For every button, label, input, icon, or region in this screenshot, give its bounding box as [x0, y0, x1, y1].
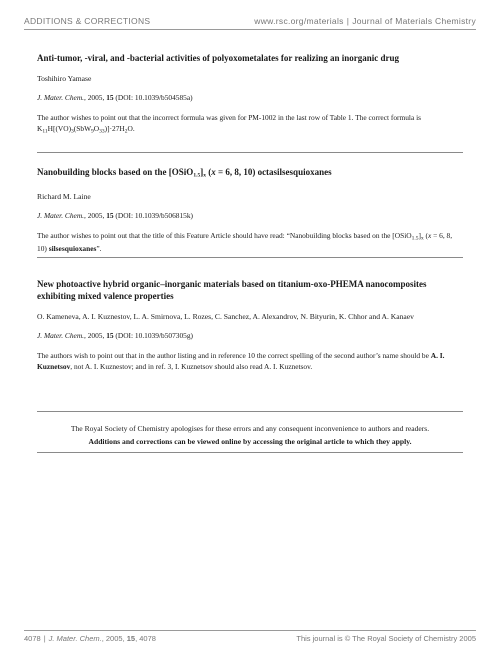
copyright-notice: This journal is © The Royal Society of Chemistry 2005 [296, 634, 476, 643]
page-number: 4078 [24, 634, 41, 643]
header-divider [24, 29, 476, 30]
correction-article-1 [37, 52, 463, 137]
article-citation: J. Mater. Chem., 2005, 15 (DOI: 10.1039/b507305g) [37, 331, 194, 340]
correction-article-2 [37, 166, 463, 254]
closing-divider [37, 452, 463, 453]
section-label: ADDITIONS & CORRECTIONS [24, 16, 151, 26]
correction-text: The author wishes to point out that the incorrect formula was given for PM-1002 in the last row of Table 1. The correct formula is $K_{11}H[(VO)_3(SbW_9O_{33})]\cdot 27H_2O$. [37, 113, 422, 134]
correction-text: The authors wish to point out that in the author listing and in reference 10 the correct spelling of the second author’s name should be A. I. Kuznetsov, not A. I. Kuznestov; and in ref. 3, I. Kuznetsov should also read A. I. Kuznetsov. [37, 351, 445, 371]
article-divider [37, 152, 463, 153]
article-citation: J. Mater. Chem., 2005, 15 (DOI: 10.1039/b504585a) [37, 93, 193, 102]
correction-text: The author wishes to point out that the title of this Feature Article should have read: “Nanobuilding blocks based on the $[OSiO_{1.5}]_x$ (x = 6, 8, 10) silsesquioxanes”. [37, 230, 453, 253]
apology-text: The Royal Society of Chemistry apologises for these errors and any consequent inconvenience to authors and readers. [70, 424, 430, 433]
journal-url[interactable]: www.rsc.org/materials [254, 16, 344, 26]
article-divider [37, 257, 463, 258]
page-header [24, 16, 476, 30]
article-doi[interactable]: (DOI: 10.1039/b504585a) [113, 93, 193, 102]
header-separator: | [346, 16, 350, 26]
article-title: Nanobuilding blocks based on the $[OSiO_{1.5}]_x$ (x = 6, 8, 10) octasilsesquioxanes [37, 167, 332, 179]
closing-notice [37, 422, 463, 448]
article-doi[interactable]: (DOI: 10.1039/b507305g) [113, 331, 194, 340]
article-authors: Toshihiro Yamase [37, 74, 92, 83]
article-authors: Richard M. Laine [37, 191, 91, 201]
article-doi[interactable]: (DOI: 10.1039/b506815k) [113, 210, 194, 220]
journal-name: Journal of Materials Chemistry [352, 16, 476, 26]
footer-citation: 4078 | J. Mater. Chem., 2005, 15, 4078 [24, 634, 156, 643]
header-journal-info [254, 16, 476, 26]
online-access-note: Additions and corrections can be viewed online by accessing the original article to which they apply. [88, 437, 412, 446]
article-divider [37, 411, 463, 412]
article-title: New photoactive hybrid organic–inorganic materials based on titanium-oxo-PHEMA nanocomposites exhibiting mixed valence properties [37, 279, 427, 301]
article-title: Anti-tumor, -viral, and -bacterial activities of polyoxometalates for realizing an inorganic drug [37, 53, 400, 63]
correction-article-3 [37, 278, 463, 372]
footer-divider [24, 630, 476, 631]
article-authors: O. Kameneva, A. I. Kuznestov, L. A. Smirnova, L. Rozes, C. Sanchez, A. Alexandrov, N. Bityurin, K. Chhor and A. Kanaev [37, 312, 414, 321]
article-citation: J. Mater. Chem., 2005, 15 (DOI: 10.1039/b506815k) [37, 210, 194, 220]
